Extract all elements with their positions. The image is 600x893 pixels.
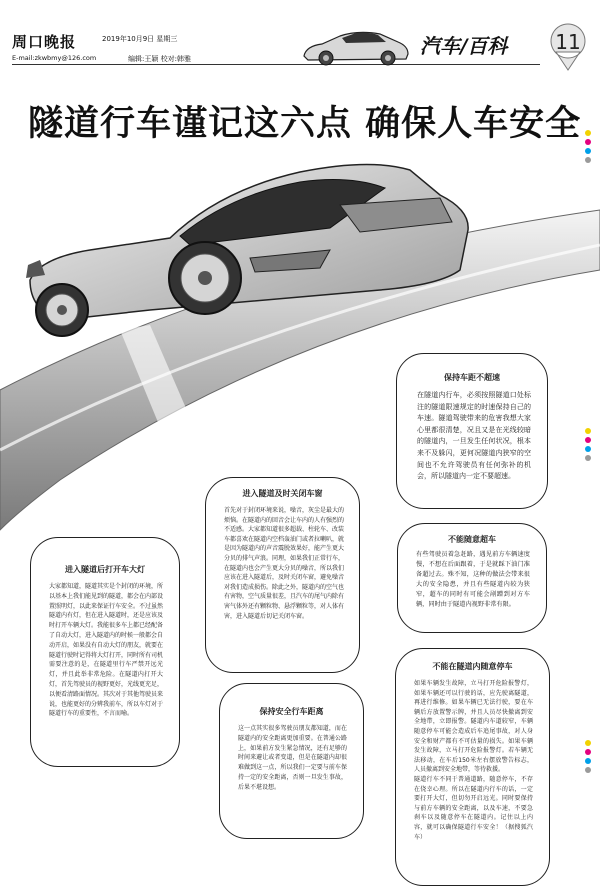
article-title: 不能在隧道内随意停车 [432, 662, 513, 671]
header-divider [12, 64, 540, 65]
newspaper-masthead: 周口晚报 [12, 33, 77, 51]
header-car-icon [300, 26, 412, 70]
article-body: 首先对于封闭环境来说，噪音，灰尘是最大的烦恼。在隧道内的回音会让车内的人有强烈的不适感。大家都知道很多超载、柱轮车、改装车都喜欢在隧道内空档轰油门或者拉喇叭，就是因为隧道内的声音震脱效果好，能产生更大分贝的排气声浪。同理，如果我们正常行车，在隧道内也会产生更大分贝的噪音，所以我们应该在进入隧道后，及时关闭车窗，避免噪音对我们造成损伤。除此之外，隧道内的空气也有害物，空气质量很差，且汽车的尾气内除有害气体外还有颗粒物、悬浮颗粒等，对人体有害，进入隧道后切记关闭车窗。 [224, 507, 345, 620]
editor-credits: 编辑:王颖 校对:韩雅 [128, 55, 191, 63]
page-number: 11 [555, 30, 581, 54]
article-body: 这一点其实很多驾驶员朋友都知道，而在隧道内的安全距离更加重要。在普通公路上，如果前方发生紧急情况，还有足够的时间来避让或者变道，但是在隧道内却很难做到这一点，所以我们一定要与前车保持一定的安全距离，否则一旦发生事故，后果不堪设想。 [238, 725, 347, 791]
article-keep-distance-no-speeding [396, 353, 548, 509]
article-body: 大家都知道，隧道其实是个封闭的环境，所以基本上我们能见到的隧道，都会在内部设置照明灯，以此来保证行车安全。不过虽然隧道内有灯，但在进入隧道时，还是应该及时打开车辆大灯。我能很多车上都已经配备了自动大灯，进入隧道内的时候一般都会自动开启，如果没有自动大灯的朋友，就要在隧道行驶时记得将大灯打开，同时所有司机需要注意的是，在隧道里行车严禁开远光灯，并且此举非常危险。在隧道内打开大灯，首先驾驶员的视野更好，光线更充足，以便看清路面情况。其次对于其他驾驶员来说，也能更好的分辨我前车，所以车灯对于隧道行车的重要性，不言而喻。 [49, 583, 164, 718]
section-title: 汽车/百科 [420, 34, 508, 58]
publication-date: 2019年10月9日 星期三 [102, 35, 178, 43]
article-title: 不能随意超车 [448, 535, 496, 544]
article-safe-following-distance [219, 683, 364, 839]
article-title: 保持车距不超速 [444, 373, 500, 382]
article-headlights-on [30, 537, 180, 767]
article-no-overtaking [397, 523, 547, 633]
article-body: 在隧道内行车，必须按照隧道口处标注的隧道限速规定的时速保持自己的车速。隧道驾驶带来的危害我想大家心里都很清楚，况且又是在光线较暗的隧道内，一旦发生任何状况，根本来不及躲闪，更何况隧道内狭窄的空间也不允许驾驶员有任何弥补的机会，所以隧道内一定不要超速。 [417, 391, 531, 481]
article-title: 保持安全行车距离 [259, 707, 324, 716]
headline: 隧道行车谨记这六点 确保人车安全 [28, 103, 582, 144]
contact-email: E-mail:zkwbmy@126.com [12, 54, 97, 62]
article-title: 进入隧道及时关闭车窗 [242, 489, 323, 498]
article-no-stopping-in-tunnel [395, 648, 550, 886]
article-body: 有些驾驶员着急赶路，遇见前方车辆速度慢，不想在后面跟着，于是就踩下油门准备超过去。殊不知，这种的做法会带来很大的安全隐患，并且有些隧道内较为狭窄，超车的同时有可能会剐蹭到对方车辆，同时由于隧道内视野非常有限。 [416, 551, 530, 608]
article-body: 如果车辆发生故障，立马打开危险报警灯，如果车辆还可以行驶的话，应先驶离隧道，再进行维修。如果车辆已无法行驶，要在车辆后方放置警示牌，并且人员尽快撤离到安全地带，立即报警。隧道内车道较窄，车辆随意停车可能会造成后车追尾事故，对人身安全和财产都有不可估量的损失。如果车辆发生故障，立马打开危险报警灯。若车辆无法移动，在车后150米左右摆放警告标志，人员撤离到安全地带，等待救援。 隧道行车不同于普通道路，随意停车，不存在侥幸心理。所以在隧道内行车的话，一定要打开大灯，但切勿开启远光。同时要保持与前方车辆的安全距离，以及车速，不要急刹车以及随意停车在隧道内。记住以上内容，就可以确保隧道行车安全！（据搜狐汽车） [414, 680, 533, 841]
article-title: 进入隧道后打开车大灯 [65, 565, 145, 574]
article-close-windows [205, 477, 360, 673]
